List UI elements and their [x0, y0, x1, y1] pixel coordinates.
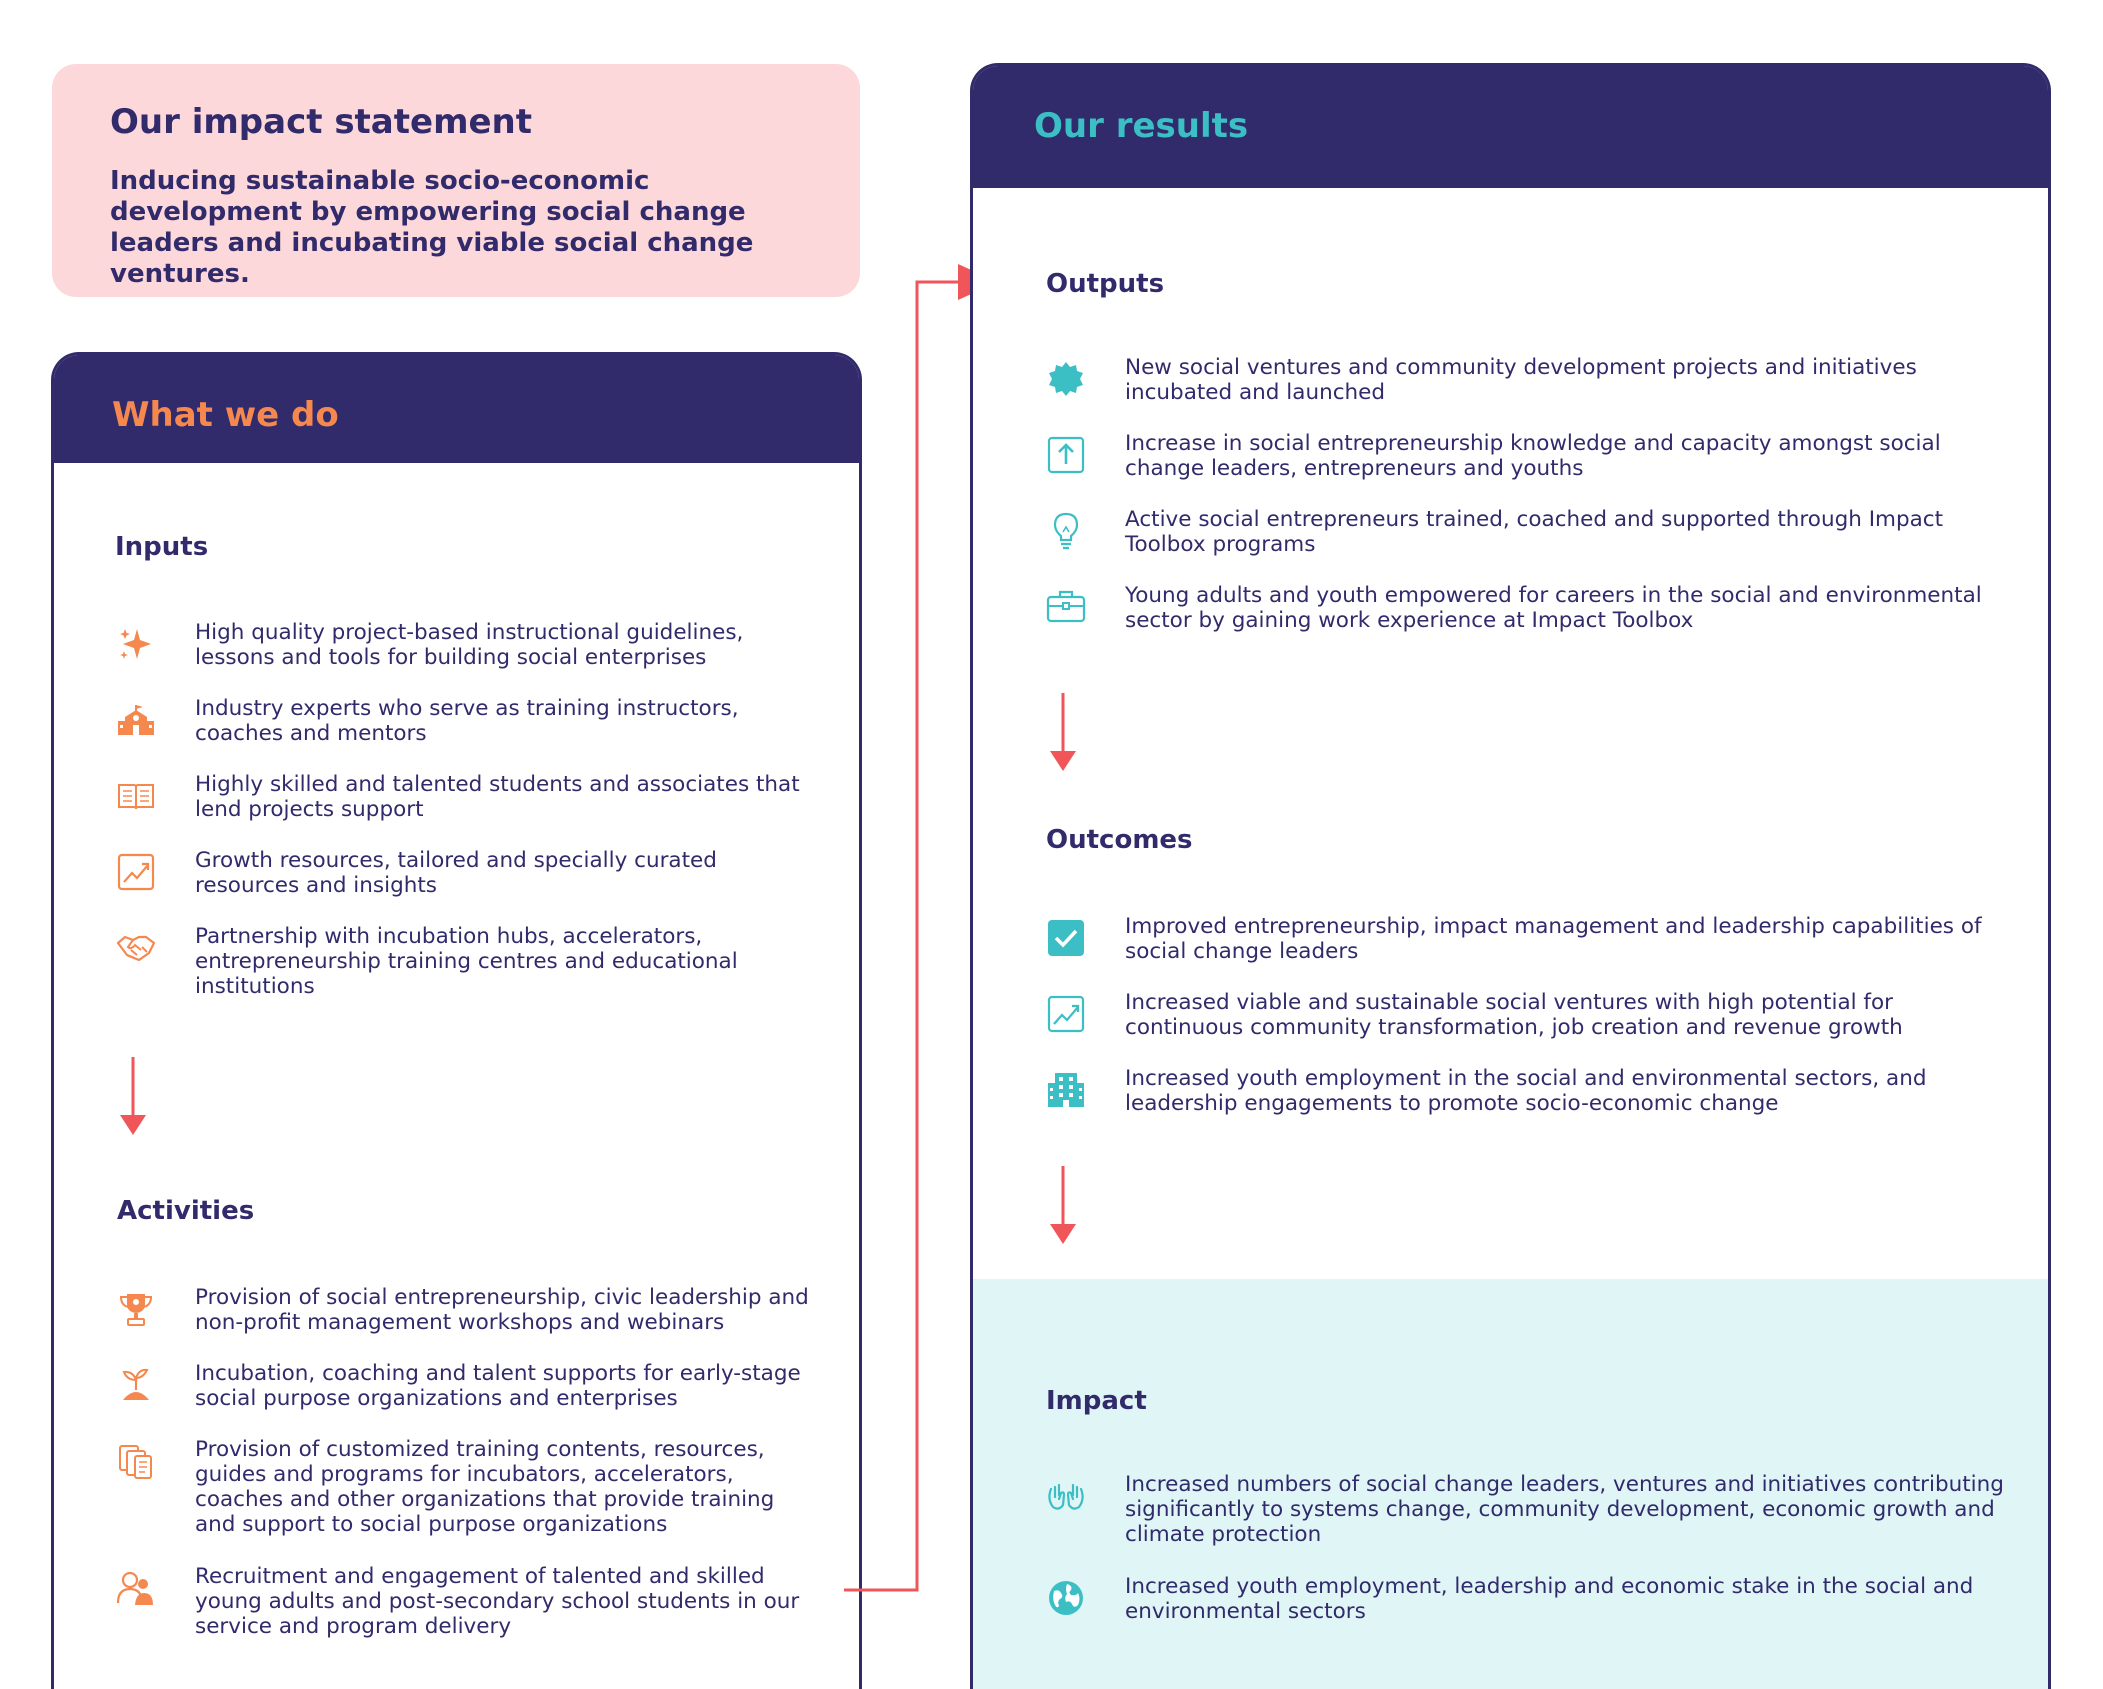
impact-item — [1045, 1574, 2005, 1624]
input-item — [115, 924, 815, 999]
activity-item-text: Provision of social entrepreneurship, civic leadership and non-profit management workshops and webinars — [195, 1285, 809, 1335]
outcome-item — [1045, 1066, 2005, 1116]
badge-icon — [1045, 358, 1087, 400]
activity-item-text: Provision of customized training contents, resources, guides and programs for incubators, accelerators, coaches and other organizations that provide training and support to social purpose organizations — [195, 1437, 775, 1537]
activity-item — [115, 1564, 815, 1639]
input-item-text: Highly skilled and talented students and associates that lend projects support — [195, 772, 800, 822]
growth-chart-icon — [115, 851, 157, 893]
lightbulb-icon — [1045, 510, 1087, 552]
outcome-item — [1045, 914, 2005, 964]
people-icon — [115, 1567, 157, 1609]
impact-item — [1045, 1472, 2005, 1547]
activity-item-text: Incubation, coaching and talent supports for early-stage social purpose organizations and enterprises — [195, 1361, 801, 1411]
handshake-icon — [115, 927, 157, 969]
building-icon — [1045, 1069, 1087, 1111]
school-icon — [115, 699, 157, 741]
activity-item — [115, 1361, 815, 1411]
input-item-text: Industry experts who serve as training instructors, coaches and mentors — [195, 696, 739, 746]
input-item-text: High quality project-based instructional guidelines, lessons and tools for building social enterprises — [195, 620, 744, 670]
activity-item-text: Recruitment and engagement of talented and skilled young adults and post-secondary school students in our service and program delivery — [195, 1564, 800, 1639]
outputs-to-outcomes-arrow — [1048, 693, 1078, 773]
outcome-item-text: Increased youth employment in the social and environmental sectors, and leadership engagements to promote socio-economic change — [1125, 1066, 1927, 1116]
impact-item-text: Increased youth employment, leadership and economic stake in the social and environmental sectors — [1125, 1574, 1974, 1624]
inputs-to-activities-arrow — [118, 1057, 148, 1137]
globe-icon — [1045, 1577, 1087, 1619]
our-results-title: Our results — [1034, 106, 1249, 146]
sprout-icon — [115, 1364, 157, 1406]
output-item-text: Active social entrepreneurs trained, coached and supported through Impact Toolbox programs — [1125, 507, 1944, 557]
output-item-text: Increase in social entrepreneurship knowledge and capacity amongst social change leaders, entrepreneurs and youths — [1125, 431, 1941, 481]
book-icon — [115, 775, 157, 817]
checkbox-icon — [1045, 917, 1087, 959]
impact-statement-card — [52, 64, 860, 297]
output-item — [1045, 583, 2005, 633]
output-item — [1045, 507, 2005, 557]
what-we-do-panel — [51, 352, 862, 1689]
trophy-icon — [115, 1288, 157, 1330]
impact-title: Impact — [1046, 1386, 1147, 1416]
what-we-do-header — [54, 355, 859, 463]
briefcase-icon — [1045, 586, 1087, 628]
outcomes-to-impact-arrow — [1048, 1166, 1078, 1246]
input-item — [115, 620, 815, 670]
growth-chart-icon — [1045, 993, 1087, 1035]
activity-item — [115, 1285, 815, 1335]
input-item — [115, 772, 815, 822]
impact-statement-title: Our impact statement — [110, 102, 533, 142]
output-item-text: Young adults and youth empowered for careers in the social and environmental sector by gaining work experience at Impact Toolbox — [1125, 583, 1982, 633]
outcomes-title: Outcomes — [1046, 825, 1193, 855]
input-item — [115, 696, 815, 746]
upload-icon — [1045, 434, 1087, 476]
documents-icon — [115, 1440, 157, 1482]
input-item-text: Growth resources, tailored and specially curated resources and insights — [195, 848, 717, 898]
sparkles-icon — [115, 623, 157, 665]
outputs-title: Outputs — [1046, 269, 1165, 299]
activities-title: Activities — [117, 1196, 255, 1226]
impact-statement-text: Inducing sustainable socio-economic development by empowering social change leaders and incubating viable social change ventures. — [110, 166, 754, 289]
input-item — [115, 848, 815, 898]
inputs-title: Inputs — [115, 532, 209, 562]
input-item-text: Partnership with incubation hubs, accelerators, entrepreneurship training centres and educational institutions — [195, 924, 738, 999]
output-item — [1045, 355, 2005, 405]
hands-icon — [1045, 1475, 1087, 1517]
output-item-text: New social ventures and community development projects and initiatives incubated and launched — [1125, 355, 1917, 405]
our-results-header — [973, 66, 2048, 188]
outcome-item-text: Increased viable and sustainable social ventures with high potential for continuous community transformation, job creation and revenue growth — [1125, 990, 1903, 1040]
our-results-panel — [970, 63, 2051, 1689]
impact-item-text: Increased numbers of social change leaders, ventures and initiatives contributing significantly to systems change, community development, economic growth and climate protection — [1125, 1472, 2004, 1547]
activity-item — [115, 1437, 815, 1537]
outcome-item-text: Improved entrepreneurship, impact management and leadership capabilities of social change leaders — [1125, 914, 1982, 964]
what-we-do-title: What we do — [112, 395, 339, 435]
output-item — [1045, 431, 2005, 481]
outcome-item — [1045, 990, 2005, 1040]
